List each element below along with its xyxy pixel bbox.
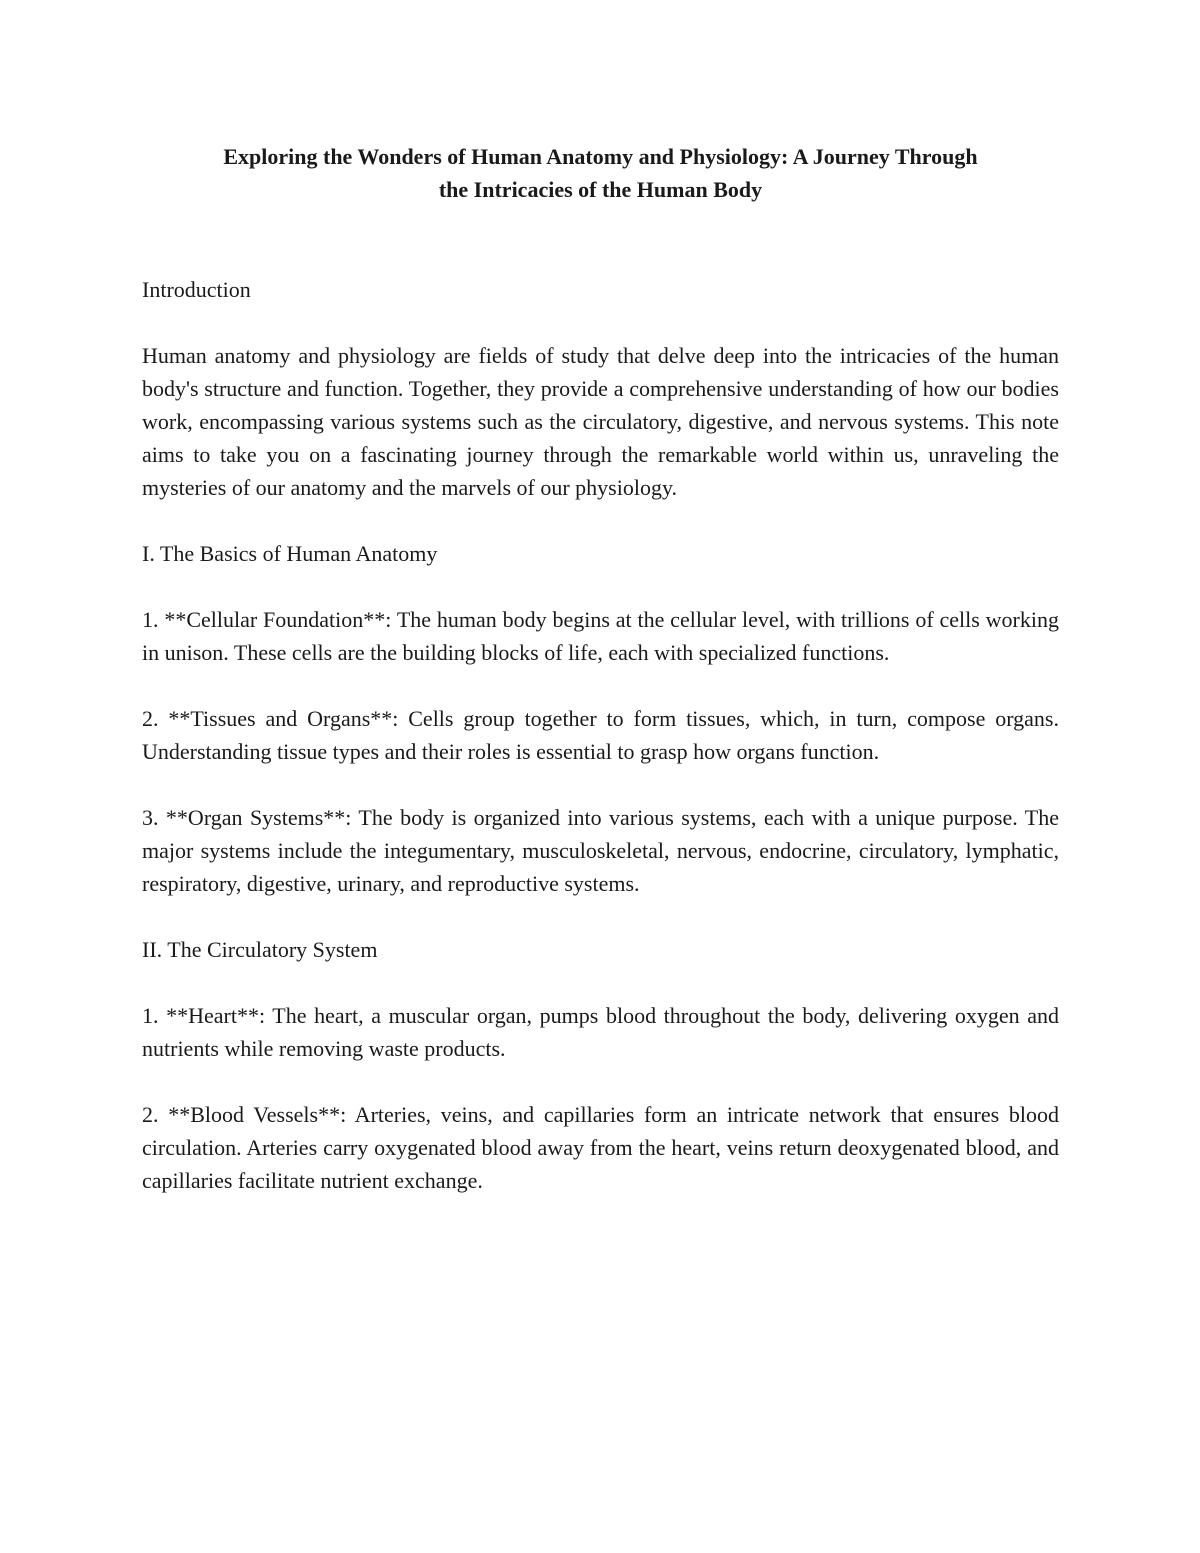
list-item-cellular-foundation: 1. **Cellular Foundation**: The human body begins at the cellular level, with trillions of cells working in unison. These cells are the building blocks of life, each with specialized functions. <box>142 607 1059 665</box>
document-title <box>142 140 1059 206</box>
intro-heading: Introduction <box>142 277 251 302</box>
title-line-1: Exploring the Wonders of Human Anatomy and Physiology: A Journey Through <box>223 144 978 169</box>
list-item-tissues-organs: 2. **Tissues and Organs**: Cells group together to form tissues, which, in turn, compose organs. Understanding tissue types and their roles is essential to grasp how organs function. <box>142 706 1059 764</box>
list-item-heart: 1. **Heart**: The heart, a muscular organ, pumps blood throughout the body, delivering oxygen and nutrients while removing waste products. <box>142 1003 1059 1061</box>
section-heading-basics: I. The Basics of Human Anatomy <box>142 541 438 566</box>
intro-paragraph: Human anatomy and physiology are fields of study that delve deep into the intricacies of the human body's structure and function. Together, they provide a comprehensive understanding of how our bodies work, encompassing various systems such as the circulatory, digestive, and nervous systems. This note aims to take you on a fascinating journey through the remarkable world within us, unraveling the mysteries of our anatomy and the marvels of our physiology. <box>142 343 1059 500</box>
section-heading-circulatory: II. The Circulatory System <box>142 937 378 962</box>
document-page <box>142 140 1059 1197</box>
title-line-2: the Intricacies of the Human Body <box>438 177 763 202</box>
list-item-organ-systems: 3. **Organ Systems**: The body is organized into various systems, each with a unique purpose. The major systems include the integumentary, musculoskeletal, nervous, endocrine, circulatory, lymphatic, respiratory, digestive, urinary, and reproductive systems. <box>142 805 1059 896</box>
list-item-blood-vessels: 2. **Blood Vessels**: Arteries, veins, and capillaries form an intricate network that ensures blood circulation. Arteries carry oxygenated blood away from the heart, veins return deoxygenated blood, and capillaries facilitate nutrient exchange. <box>142 1102 1059 1193</box>
